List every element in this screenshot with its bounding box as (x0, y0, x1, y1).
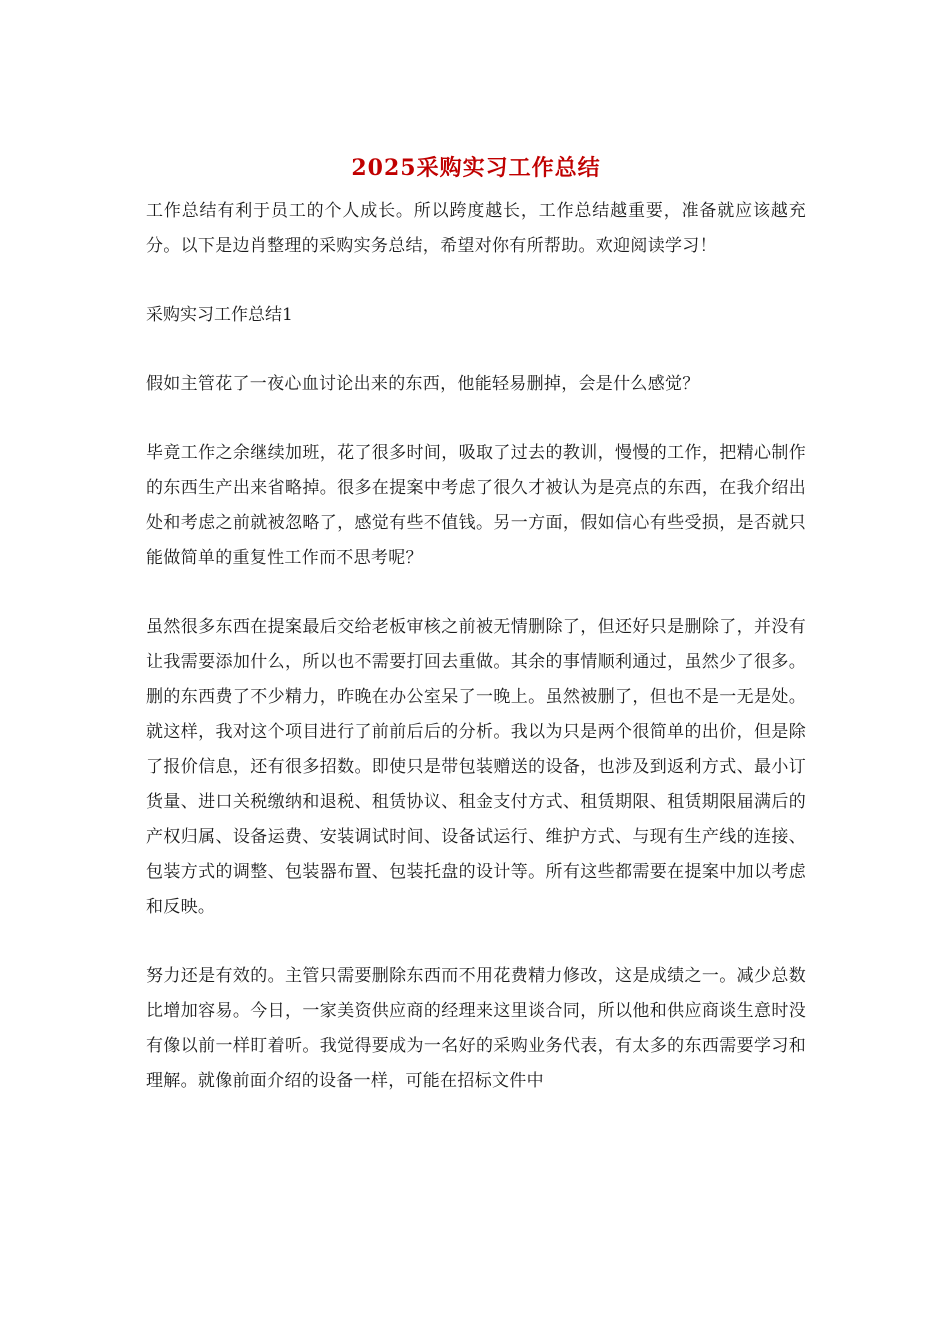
section-heading: 采购实习工作总结1 (146, 305, 293, 325)
document-title: 2025采购实习工作总结 (351, 155, 601, 181)
body-paragraph: 毕竟工作之余继续加班，花了很多时间，吸取了过去的教训，慢慢的工作，把精心制作的东西生产出来省略掉。很多在提案中考虑了很久才被认为是亮点的东西，在我介绍出处和考虑之前就被忽略了，感觉有些不值钱。另一方面，假如信心有些受损，是否就只能做简单的重复性工作而不思考呢？ (146, 443, 806, 568)
body-paragraph: 假如主管花了一夜心血讨论出来的东西，他能轻易删掉，会是什么感觉？ (146, 374, 700, 394)
body-paragraph: 努力还是有效的。主管只需要删除东西而不用花费精力修改，这是成绩之一。减少总数比增加容易。今日，一家美资供应商的经理来这里谈合同，所以他和供应商谈生意时没有像以前一样盯着听。我觉得要成为一名好的采购业务代表，有太多的东西需要学习和理解。就像前面介绍的设备一样，可能在招标文件中 (146, 966, 806, 1091)
intro-paragraph: 工作总结有利于员工的个人成长。所以跨度越长，工作总结越重要，准备就应该越充分。以下是边肖整理的采购实务总结，希望对你有所帮助。欢迎阅读学习！ (146, 201, 806, 256)
body-paragraph: 虽然很多东西在提案最后交给老板审核之前被无情删除了，但还好只是删除了，并没有让我需要添加什么，所以也不需要打回去重做。其余的事情顺利通过，虽然少了很多。删的东西费了不少精力，昨晚在办公室呆了一晚上。虽然被删了，但也不是一无是处。就这样，我对这个项目进行了前前后后的分析。我以为只是两个很简单的出价，但是除了报价信息，还有很多招数。即使只是带包装赠送的设备，也涉及到返利方式、最小订货量、进口关税缴纳和退税、租赁协议、租金支付方式、租赁期限、租赁期限届满后的产权归属、设备运费、安装调试时间、设备试运行、维护方式、与现有生产线的连接、包装方式的调整、包装器布置、包装托盘的设计等。所有这些都需要在提案中加以考虑和反映。 (146, 617, 806, 917)
document-content (146, 150, 806, 1133)
